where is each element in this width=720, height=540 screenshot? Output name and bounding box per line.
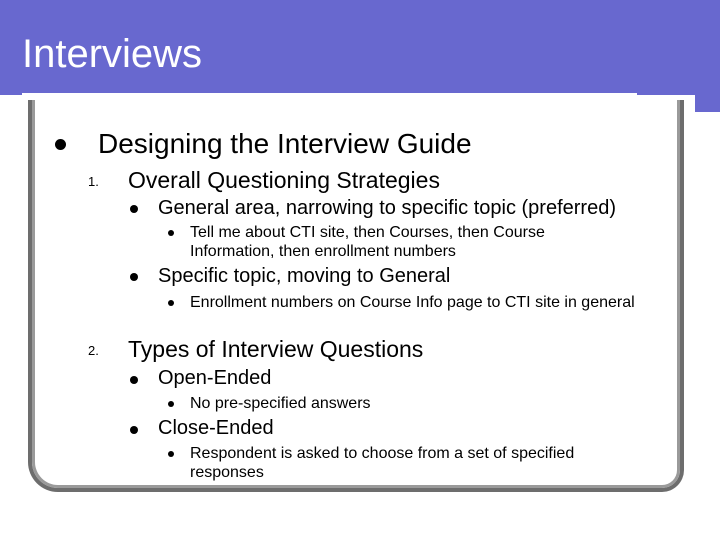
- slide-title: Interviews: [22, 32, 203, 76]
- list-item: Open-Ended: [158, 367, 272, 389]
- bullet-icon: [168, 401, 174, 407]
- bullet-icon: [130, 205, 138, 213]
- bullet-icon: [130, 376, 138, 384]
- list-item: General area, narrowing to specific topic (preferred): [158, 197, 616, 219]
- corner-accent: [695, 0, 720, 112]
- bullet-icon: [168, 230, 174, 236]
- bullet-icon: [55, 139, 66, 150]
- main-heading: Designing the Interview Guide: [98, 128, 472, 159]
- list-subitem: Enrollment numbers on Course Info page to CTI site in general: [190, 294, 635, 311]
- list-subitem: Respondent is asked to choose from a set of specified responses: [190, 445, 575, 481]
- bullet-icon: [168, 451, 174, 457]
- section-heading: Overall Questioning Strategies: [128, 167, 440, 193]
- list-item: Close-Ended: [158, 417, 274, 439]
- bullet-icon: [130, 273, 138, 281]
- list-subitem: Tell me about CTI site, then Courses, then Course Information, then enrollment numbers: [190, 224, 545, 260]
- list-subitem: No pre-specified answers: [190, 395, 371, 412]
- title-underline: [22, 93, 637, 97]
- section-number: 2.: [88, 343, 99, 358]
- section-number: 1.: [88, 174, 99, 189]
- bullet-icon: [130, 426, 138, 434]
- bullet-icon: [168, 300, 174, 306]
- section-heading: Types of Interview Questions: [128, 336, 424, 362]
- list-item: Specific topic, moving to General: [158, 265, 451, 287]
